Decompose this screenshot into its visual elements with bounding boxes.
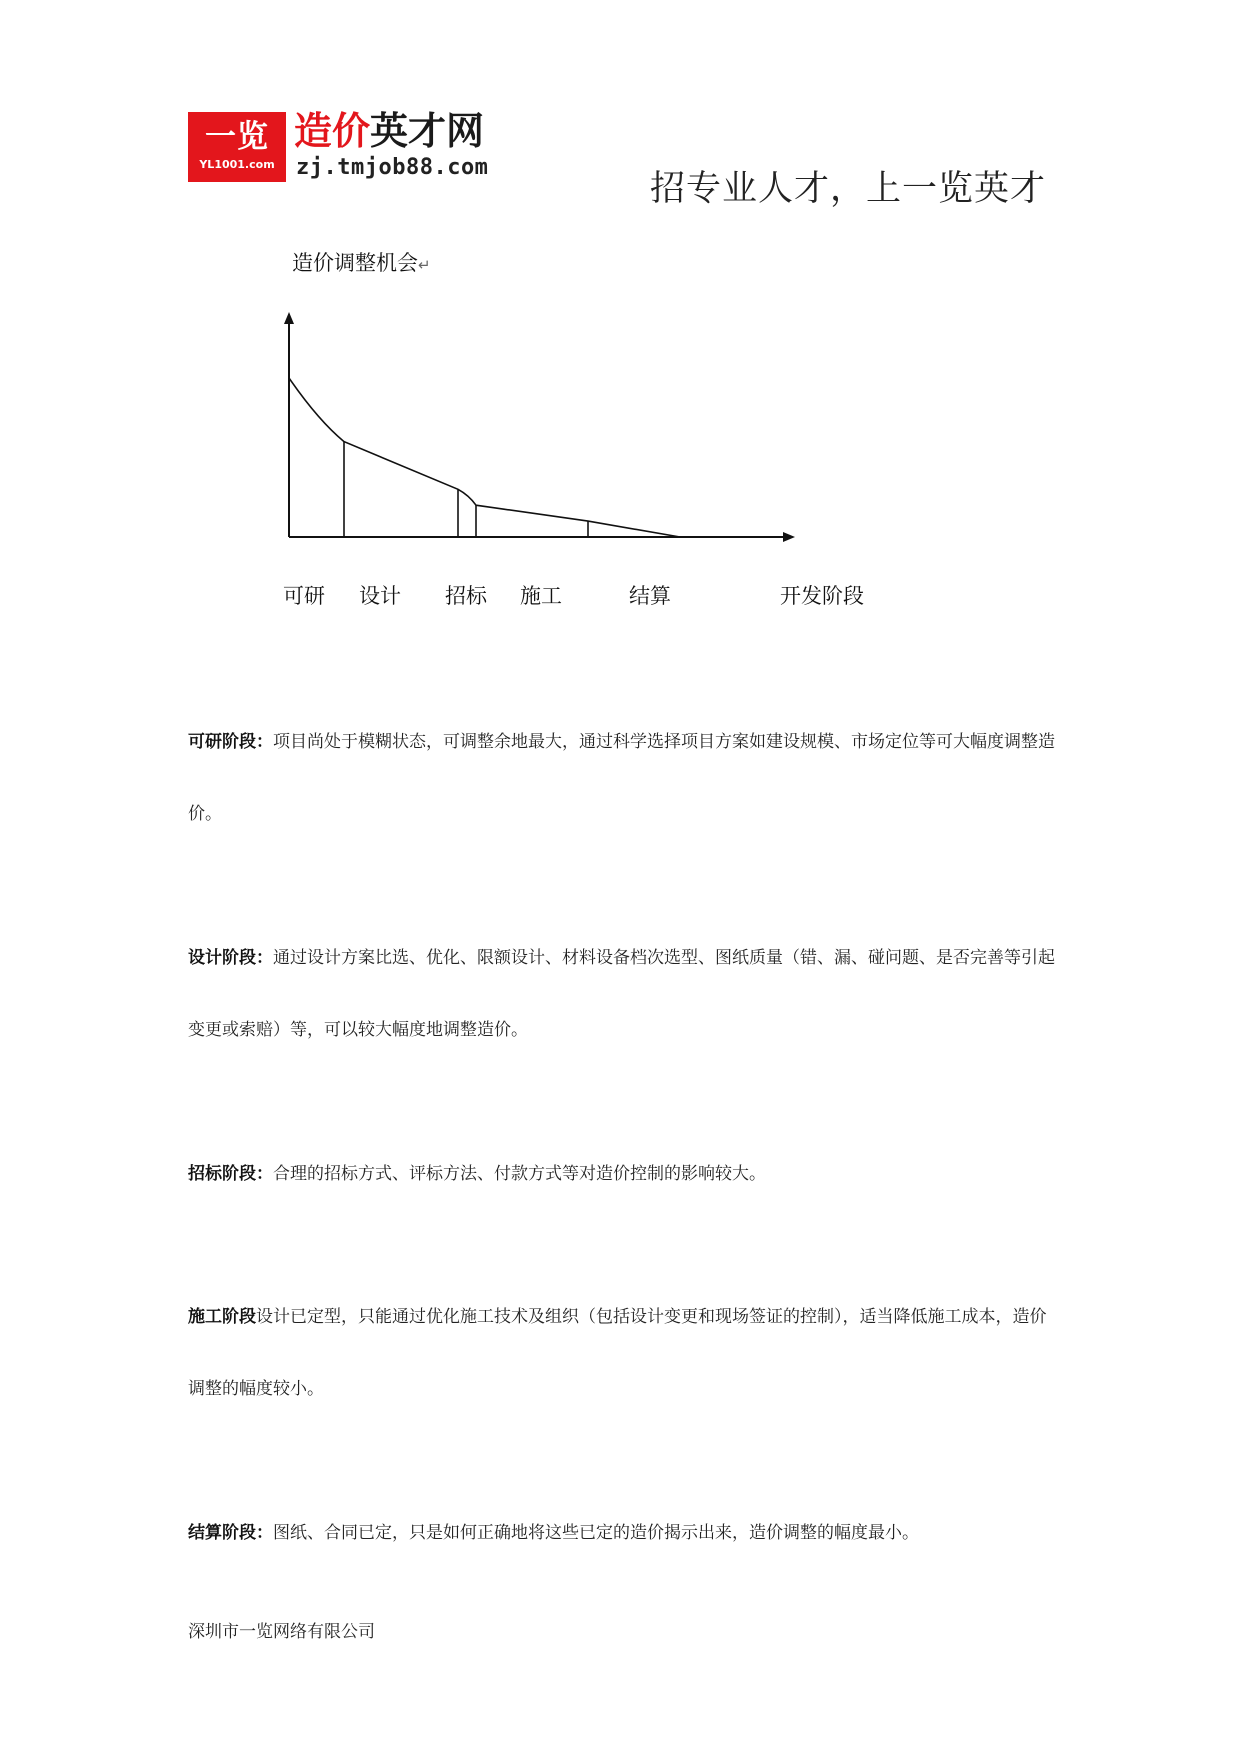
logo-title-red: 造价 <box>294 109 371 153</box>
section-settlement <box>188 1497 1058 1569</box>
section-heading: 施工阶段 <box>188 1307 256 1327</box>
chart-labels <box>283 584 864 608</box>
x-tick-label: 可研 <box>283 584 325 608</box>
section-feasibility <box>188 706 1058 850</box>
section-bidding <box>188 1138 1058 1210</box>
x-tick-label: 设计 <box>359 584 401 608</box>
logo-badge-subtext: YL1001.com <box>199 158 275 171</box>
section-heading: 设计阶段： <box>188 948 273 968</box>
logo-url: zj.tmjob88.com <box>296 155 489 180</box>
chart-axes <box>284 312 795 542</box>
x-axis-label: 开发阶段 <box>780 584 864 608</box>
section-body: 合理的招标方式、评标方法、付款方式等对造价控制的影响较大。 <box>273 1164 766 1184</box>
paragraph-mark: ↵ <box>418 256 431 274</box>
section-construction <box>188 1281 1058 1425</box>
section-heading: 招标阶段： <box>188 1164 273 1184</box>
section-heading: 可研阶段： <box>188 732 273 752</box>
chart-curve <box>289 378 680 537</box>
logo-badge-text: 一览 <box>205 119 269 155</box>
cost-adjustment-chart <box>0 0 1241 640</box>
section-body: 项目尚处于模糊状态，可调整余地最大，通过科学选择项目方案如建设规模、市场定位等可大幅度调整造价。 <box>188 732 1055 824</box>
section-body: 图纸、合同已定，只是如何正确地将这些已定的造价揭示出来，造价调整的幅度最小。 <box>273 1523 919 1543</box>
x-tick-label: 施工 <box>520 584 562 608</box>
footer-company: 深圳市一览网络有限公司 <box>188 1622 375 1642</box>
section-body: 通过设计方案比选、优化、限额设计、材料设备档次选型、图纸质量（错、漏、碰问题、是否完善等引起变更或索赔）等，可以较大幅度地调整造价。 <box>188 948 1055 1040</box>
section-heading: 结算阶段： <box>188 1523 273 1543</box>
section-body: 设计已定型，只能通过优化施工技术及组织（包括设计变更和现场签证的控制），适当降低施工成本，造价调整的幅度较小。 <box>188 1307 1047 1399</box>
x-tick-label: 招标 <box>445 584 487 608</box>
x-axis-arrow <box>783 532 795 542</box>
header-slogan: 招专业人才，上一览英才 <box>650 169 1047 209</box>
x-tick-label: 结算 <box>629 584 671 608</box>
logo-title-black: 英才网 <box>370 109 485 153</box>
y-axis-arrow <box>284 312 294 324</box>
chart-marks <box>289 378 680 537</box>
chart-title-text: 造价调整机会 <box>292 251 418 275</box>
section-design <box>188 922 1058 1066</box>
